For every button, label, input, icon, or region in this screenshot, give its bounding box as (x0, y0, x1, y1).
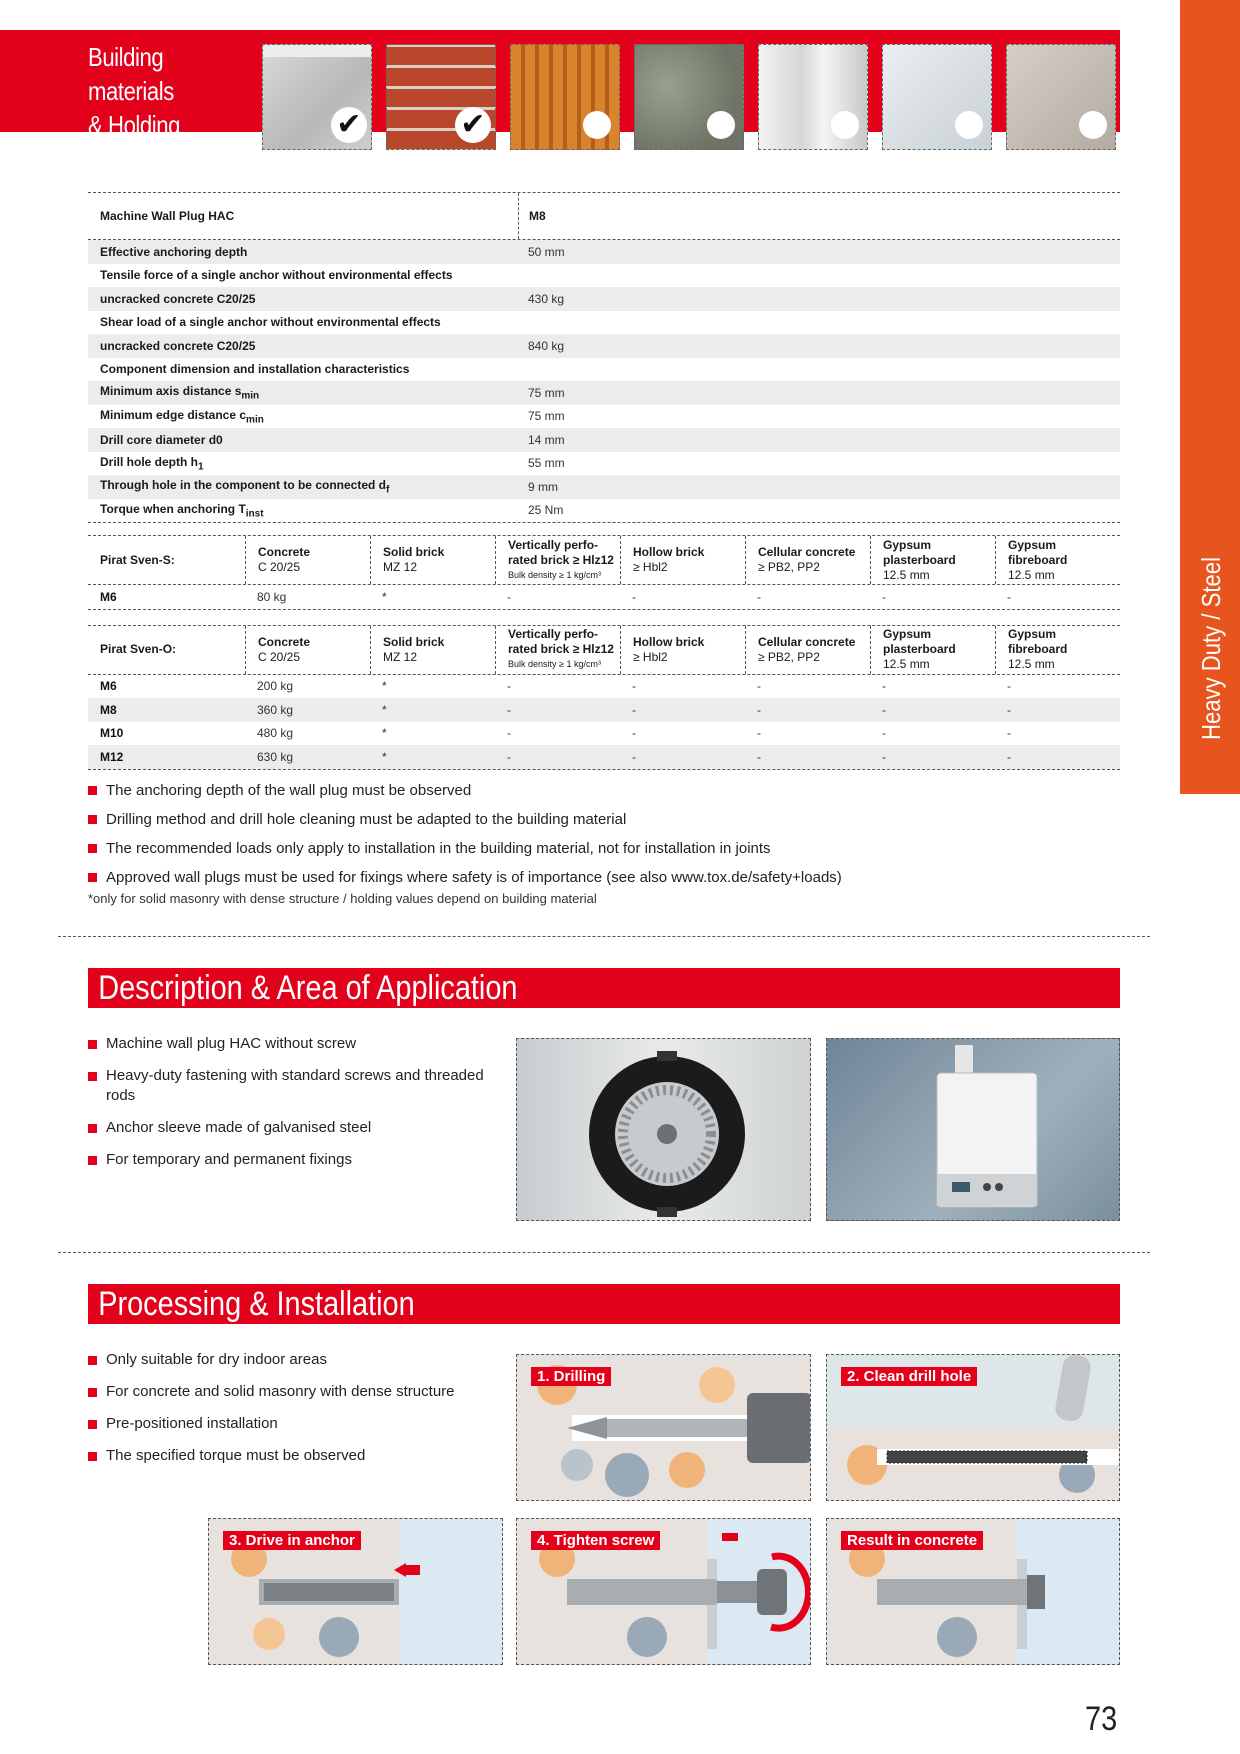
photo-wheel (516, 1038, 811, 1221)
anchor-size: M6 (100, 589, 117, 604)
table-title: Pirat Sven-S: (100, 552, 175, 567)
load-value: - (757, 726, 761, 741)
spec-row (88, 334, 1120, 358)
bullet-icon (88, 815, 97, 824)
material-column-header: Concrete C 20/25 (245, 626, 370, 674)
list-item: Anchor sleeve made of galvanised steel (88, 1118, 508, 1138)
load-value: 360 kg (257, 702, 294, 717)
step-label: 3. Drive in anchor (223, 1531, 361, 1550)
description-list (88, 1034, 508, 1182)
material-column-header: Vertically perfo- rated brick ≥ Hlz12 Bulk density ≥ 1 kg/cm³ (495, 626, 620, 674)
list-item: Only suitable for dry indoor areas (88, 1350, 508, 1370)
bullet-icon (88, 1388, 97, 1397)
spec-row (88, 381, 1120, 405)
anchor-size: M10 (100, 726, 124, 741)
material-perforated-brick (510, 44, 620, 150)
spec-header-row (88, 193, 1120, 239)
material-column-header: Gypsum fibreboard 12.5 mm (995, 626, 1120, 674)
spec-label: Through hole in the component to be connected $d_f$ (100, 478, 390, 496)
list-item: For concrete and solid masonry with dense structure (88, 1382, 508, 1402)
step-drive-in-anchor (208, 1518, 503, 1665)
load-value: - (882, 749, 886, 764)
load-value: - (882, 726, 886, 741)
load-value: * (382, 679, 387, 694)
load-value: * (382, 749, 387, 764)
load-value: - (632, 726, 636, 741)
load-value: - (1007, 749, 1011, 764)
list-item: Heavy-duty fastening with standard screws and threaded rods (88, 1066, 508, 1106)
bullet-icon (88, 873, 97, 882)
material-column-header: Hollow brick ≥ Hbl2 (620, 536, 745, 584)
load-value: - (1007, 679, 1011, 694)
load-value: * (382, 726, 387, 741)
load-value: - (1007, 589, 1011, 604)
anchor-size: M6 (100, 679, 117, 694)
spec-label: Torque when anchoring $T_{inst}$ (100, 501, 264, 519)
material-column-header: Gypsum fibreboard 12.5 mm (995, 536, 1120, 584)
load-value: - (757, 589, 761, 604)
load-value: - (757, 702, 761, 717)
spec-row (88, 428, 1120, 452)
load-value: - (507, 726, 511, 741)
spec-label: Drill core diameter d0 (100, 432, 223, 447)
anchor-size: M12 (100, 749, 124, 764)
bullet-icon (88, 1356, 97, 1365)
notes-list (88, 776, 1118, 892)
spec-label: Effective anchoring depth (100, 244, 248, 259)
list-item: For temporary and permanent fixings (88, 1150, 508, 1170)
bullet-icon (88, 1156, 97, 1165)
spec-label: Component dimension and installation characteristics (100, 362, 410, 377)
spec-value: 25 Nm (528, 503, 564, 518)
list-item: The anchoring depth of the wall plug must be observed (88, 776, 1118, 805)
bullet-icon (88, 786, 97, 795)
material-fibreboard (1006, 44, 1116, 150)
load-value: 630 kg (257, 749, 294, 764)
spec-row (88, 405, 1120, 429)
spec-label: uncracked concrete C20/25 (100, 338, 256, 353)
spec-label: Drill hole depth $h_1$ (100, 454, 204, 472)
spec-label: Tensile force of a single anchor without environmental effects (100, 268, 453, 283)
divider (58, 1252, 1150, 1253)
material-column-header: Vertically perfo- rated brick ≥ Hlz12 Bulk density ≥ 1 kg/cm³ (495, 536, 620, 584)
material-column-header: Gypsum plasterboard 12.5 mm (870, 626, 995, 674)
material-solid-brick (386, 44, 496, 150)
material-column-header: Cellular concrete ≥ PB2, PP2 (745, 626, 870, 674)
processing-list (88, 1350, 508, 1478)
load-value: * (382, 589, 387, 604)
material-column-header: Cellular concrete ≥ PB2, PP2 (745, 536, 870, 584)
load-value: 80 kg (257, 589, 287, 604)
step-drilling (516, 1354, 811, 1501)
load-value: - (507, 702, 511, 717)
load-row (88, 698, 1120, 722)
load-value: - (757, 679, 761, 694)
description-title-bar (88, 968, 1120, 1008)
processing-title-bar (88, 1284, 1120, 1324)
photo-boiler (826, 1038, 1120, 1221)
spec-label: Minimum axis distance $s_{min}$ (100, 384, 260, 402)
spec-row (88, 358, 1120, 382)
load-row (88, 722, 1120, 746)
load-value: - (1007, 726, 1011, 741)
material-plasterboard (882, 44, 992, 150)
load-value: - (632, 702, 636, 717)
bullet-icon (88, 1420, 97, 1429)
circle-icon (583, 111, 611, 139)
load-value: - (507, 749, 511, 764)
spec-row (88, 475, 1120, 499)
header-title: Building materials & Holding values (88, 42, 180, 174)
spec-label: uncracked concrete C20/25 (100, 291, 256, 306)
table-title: Pirat Sven-O: (100, 642, 177, 656)
footnote: *only for solid masonry with dense structure / holding values depend on building material (88, 891, 597, 906)
material-hollow-block (634, 44, 744, 150)
sven-s-header (88, 535, 1120, 585)
bullet-icon (88, 1452, 97, 1461)
load-value: - (882, 702, 886, 717)
load-value: - (1007, 702, 1011, 717)
circle-icon (831, 111, 859, 139)
step-label: 2. Clean drill hole (841, 1367, 977, 1386)
step-label: 1. Drilling (531, 1367, 611, 1386)
load-value: - (882, 589, 886, 604)
material-concrete (262, 44, 372, 150)
material-column-header: Solid brick MZ 12 (370, 626, 495, 674)
spec-label: Minimum edge distance $c_{min}$ (100, 407, 264, 425)
spec-row (88, 240, 1120, 264)
load-value: - (882, 679, 886, 694)
spec-value: 75 mm (528, 409, 565, 424)
material-column-header: Gypsum plasterboard 12.5 mm (870, 536, 995, 584)
circle-icon (955, 111, 983, 139)
load-value: 200 kg (257, 679, 294, 694)
product-size: M8 (518, 193, 546, 239)
list-item: Machine wall plug HAC without screw (88, 1034, 508, 1054)
circle-icon (1079, 111, 1107, 139)
spec-value: 430 kg (528, 291, 565, 306)
load-value: - (632, 679, 636, 694)
spec-row (88, 499, 1120, 523)
list-item: Drilling method and drill hole cleaning must be adapted to the building material (88, 805, 1118, 834)
load-value: - (507, 679, 511, 694)
spec-label: Shear load of a single anchor without environmental effects (100, 315, 441, 330)
spec-table (88, 192, 1120, 770)
bullet-icon (88, 1124, 97, 1133)
list-item: The specified torque must be observed (88, 1446, 508, 1466)
load-value: - (632, 749, 636, 764)
spec-value: 9 mm (528, 479, 558, 494)
description-title: Description & Area of Application (98, 969, 518, 1007)
spec-row (88, 264, 1120, 288)
load-value: - (757, 749, 761, 764)
product-name: Machine Wall Plug HAC (100, 209, 235, 223)
page-number: 73 (1085, 1700, 1118, 1738)
bullet-icon (88, 1072, 97, 1081)
load-row (88, 675, 1120, 699)
circle-icon (707, 111, 735, 139)
side-tab-label: Heavy Duty / Steel (1196, 556, 1226, 740)
load-value: - (632, 589, 636, 604)
spec-row (88, 287, 1120, 311)
spec-value: 14 mm (528, 432, 565, 447)
list-item: Pre-positioned installation (88, 1414, 508, 1434)
step-label: 4. Tighten screw (531, 1531, 660, 1550)
material-tiles (262, 44, 1116, 150)
bullet-icon (88, 1040, 97, 1049)
processing-title: Processing & Installation (98, 1285, 415, 1323)
load-row (88, 745, 1120, 769)
spec-value: 55 mm (528, 456, 565, 471)
step-clean-drill-hole (826, 1354, 1120, 1501)
anchor-size: M8 (100, 702, 117, 717)
load-value: - (507, 589, 511, 604)
material-cellular-concrete (758, 44, 868, 150)
spec-row (88, 311, 1120, 335)
material-column-header: Solid brick MZ 12 (370, 536, 495, 584)
step-result-in-concrete (826, 1518, 1120, 1665)
spec-row (88, 452, 1120, 476)
bullet-icon (88, 844, 97, 853)
check-icon: ✔ (331, 107, 367, 143)
load-row (88, 585, 1120, 609)
spec-value: 75 mm (528, 385, 565, 400)
material-column-header: Concrete C 20/25 (245, 536, 370, 584)
list-item: Approved wall plugs must be used for fixings where safety is of importance (see also www.tox.de/safety+loads) (88, 863, 1118, 892)
spec-value: 840 kg (528, 338, 565, 353)
material-column-header: Hollow brick ≥ Hbl2 (620, 626, 745, 674)
sven-o-header (88, 625, 1120, 675)
check-icon: ✔ (455, 107, 491, 143)
divider (58, 936, 1150, 937)
list-item: The recommended loads only apply to installation in the building material, not for installation in joints (88, 834, 1118, 863)
load-value: 480 kg (257, 726, 294, 741)
step-label: Result in concrete (841, 1531, 983, 1550)
step-tighten-screw (516, 1518, 811, 1665)
spec-value: 50 mm (528, 244, 565, 259)
load-value: * (382, 702, 387, 717)
